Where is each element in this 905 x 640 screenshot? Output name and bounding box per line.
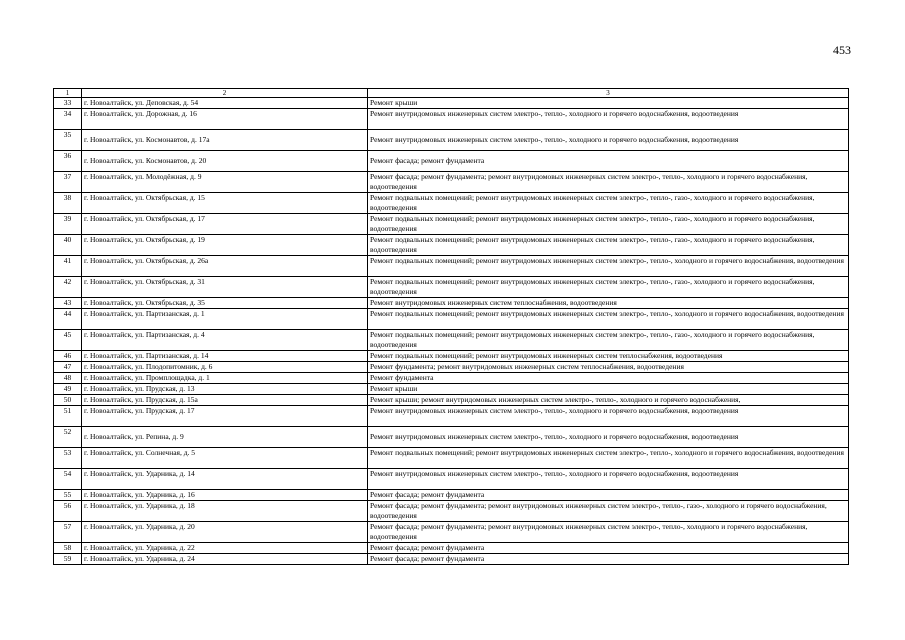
table-row	[54, 490, 849, 501]
row-number: 40	[54, 235, 82, 256]
row-works: Ремонт внутридомовых инженерных систем электро-, тепло-, холодного и горячего водоснабжения, водоотведения	[368, 427, 849, 448]
row-address: г. Новоалтайск, ул. Деповская, д. 54	[82, 98, 368, 109]
row-number: 44	[54, 309, 82, 330]
row-number: 41	[54, 256, 82, 277]
row-address: г. Новоалтайск, ул. Октябрьская, д. 35	[82, 298, 368, 309]
row-address: г. Новоалтайск, ул. Молодёжная, д. 9	[82, 172, 368, 193]
repair-registry-table	[53, 88, 849, 565]
table-row	[54, 309, 849, 330]
table-row	[54, 130, 849, 151]
row-address: г. Новоалтайск, ул. Ударника, д. 18	[82, 501, 368, 522]
header-col-2: 2	[82, 89, 368, 98]
row-works: Ремонт подвальных помещений; ремонт внутридомовых инженерных систем электро-, тепло-, газо-, холодного и горячего водоснабжения, водоотведения	[368, 214, 849, 235]
table-row	[54, 448, 849, 469]
header-col-1: 1	[54, 89, 82, 98]
row-address: г. Новоалтайск, ул. Октябрьская, д. 17	[82, 214, 368, 235]
row-works: Ремонт подвальных помещений; ремонт внутридомовых инженерных систем электро-, тепло-, холодного и горячего водоснабжения, водоотведения	[368, 256, 849, 277]
table-header-row	[54, 89, 849, 98]
row-number: 54	[54, 469, 82, 490]
row-works: Ремонт внутридомовых инженерных систем электро-, тепло-, холодного и горячего водоснабжения, водоотведения	[368, 406, 849, 427]
row-works: Ремонт подвальных помещений; ремонт внутридомовых инженерных систем теплоснабжения, водоотведения	[368, 351, 849, 362]
table-row	[54, 469, 849, 490]
row-address: г. Новоалтайск, ул. Солнечная, д. 5	[82, 448, 368, 469]
row-address: г. Новоалтайск, ул. Октябрьская, д. 26а	[82, 256, 368, 277]
row-works: Ремонт подвальных помещений; ремонт внутридомовых инженерных систем электро-, тепло-, газо-, холодного и горячего водоснабжения, водоотведения	[368, 330, 849, 351]
row-address: г. Новоалтайск, ул. Прудская, д. 17	[82, 406, 368, 427]
row-number: 34	[54, 109, 82, 130]
row-works: Ремонт подвальных помещений; ремонт внутридомовых инженерных систем электро-, тепло-, газо-, холодного и горячего водоснабжения, водоотведения	[368, 277, 849, 298]
table-row	[54, 256, 849, 277]
row-works: Ремонт внутридомовых инженерных систем теплоснабжения, водоотведения	[368, 298, 849, 309]
table-row	[54, 330, 849, 351]
row-number: 52	[54, 427, 82, 448]
table-row	[54, 406, 849, 427]
row-number: 55	[54, 490, 82, 501]
row-address: г. Новоалтайск, ул. Ударника, д. 16	[82, 490, 368, 501]
table-body	[54, 89, 849, 565]
row-number: 49	[54, 384, 82, 395]
table-row	[54, 384, 849, 395]
row-number: 48	[54, 373, 82, 384]
row-works: Ремонт фасада; ремонт фундамента	[368, 543, 849, 554]
header-col-3: 3	[368, 89, 849, 98]
row-address: г. Новоалтайск, ул. Космонавтов, д. 17а	[82, 130, 368, 151]
row-works: Ремонт фасада; ремонт фундамента; ремонт внутридомовых инженерных систем электро-, тепло-, холодного и горячего водоснабжения, водоотведения	[368, 172, 849, 193]
row-address: г. Новоалтайск, ул. Ударника, д. 22	[82, 543, 368, 554]
row-address: г. Новоалтайск, ул. Октябрьская, д. 31	[82, 277, 368, 298]
row-number: 50	[54, 395, 82, 406]
table-row	[54, 277, 849, 298]
table-row	[54, 193, 849, 214]
row-address: г. Новоалтайск, ул. Октябрьская, д. 15	[82, 193, 368, 214]
row-works: Ремонт крыши	[368, 98, 849, 109]
table-row	[54, 543, 849, 554]
table-row	[54, 351, 849, 362]
row-works: Ремонт внутридомовых инженерных систем электро-, тепло-, холодного и горячего водоснабжения, водоотведения	[368, 109, 849, 130]
row-works: Ремонт крыши; ремонт внутридомовых инженерных систем электро-, тепло-, холодного и горячего водоснабжения,	[368, 395, 849, 406]
row-works: Ремонт подвальных помещений; ремонт внутридомовых инженерных систем электро-, тепло-, газо-, холодного и горячего водоснабжения, водоотведения	[368, 235, 849, 256]
table-row	[54, 501, 849, 522]
row-address: г. Новоалтайск, ул. Космонавтов, д. 20	[82, 151, 368, 172]
row-number: 37	[54, 172, 82, 193]
row-works: Ремонт фундамента; ремонт внутридомовых инженерных систем теплоснабжения, водоотведения	[368, 362, 849, 373]
row-address: г. Новоалтайск, ул. Партизанская, д. 4	[82, 330, 368, 351]
table-row	[54, 427, 849, 448]
row-works: Ремонт фасада; ремонт фундамента	[368, 554, 849, 565]
row-number: 56	[54, 501, 82, 522]
row-number: 59	[54, 554, 82, 565]
table-row	[54, 235, 849, 256]
table-row	[54, 522, 849, 543]
row-works: Ремонт фасада; ремонт фундамента	[368, 151, 849, 172]
row-number: 51	[54, 406, 82, 427]
row-works: Ремонт внутридомовых инженерных систем электро-, тепло-, холодного и горячего водоснабжения, водоотведения	[368, 469, 849, 490]
row-address: г. Новоалтайск, ул. Партизанская, д. 14	[82, 351, 368, 362]
row-address: г. Новоалтайск, ул. Репина, д. 9	[82, 427, 368, 448]
table-row	[54, 151, 849, 172]
table-row	[54, 362, 849, 373]
row-address: г. Новоалтайск, ул. Ударника, д. 20	[82, 522, 368, 543]
table-row	[54, 214, 849, 235]
row-works: Ремонт фасада; ремонт фундамента	[368, 490, 849, 501]
row-address: г. Новоалтайск, ул. Прудская, д. 13	[82, 384, 368, 395]
row-works: Ремонт подвальных помещений; ремонт внутридомовых инженерных систем электро-, тепло-, холодного и горячего водоснабжения, водоотведения	[368, 448, 849, 469]
row-address: г. Новоалтайск, ул. Октябрьская, д. 19	[82, 235, 368, 256]
row-number: 58	[54, 543, 82, 554]
row-works: Ремонт внутридомовых инженерных систем электро-, тепло-, холодного и горячего водоснабжения, водоотведения	[368, 130, 849, 151]
row-number: 43	[54, 298, 82, 309]
row-address: г. Новоалтайск, ул. Промплощадка, д. 1	[82, 373, 368, 384]
row-number: 36	[54, 151, 82, 172]
row-works: Ремонт фасада; ремонт фундамента; ремонт внутридомовых инженерных систем электро-, тепло-, газо-, холодного и горячего водоснабжения, водоотведения	[368, 501, 849, 522]
row-address: г. Новоалтайск, ул. Плодопитомник, д. 6	[82, 362, 368, 373]
row-number: 38	[54, 193, 82, 214]
row-address: г. Новоалтайск, ул. Партизанская, д. 1	[82, 309, 368, 330]
row-number: 42	[54, 277, 82, 298]
table-row	[54, 98, 849, 109]
row-address: г. Новоалтайск, ул. Дорожная, д. 16	[82, 109, 368, 130]
row-number: 39	[54, 214, 82, 235]
row-works: Ремонт подвальных помещений; ремонт внутридомовых инженерных систем электро-, тепло-, газо-, холодного и горячего водоснабжения, водоотведения	[368, 193, 849, 214]
table-row	[54, 554, 849, 565]
table-row	[54, 109, 849, 130]
row-number: 53	[54, 448, 82, 469]
table-row	[54, 298, 849, 309]
row-address: г. Новоалтайск, ул. Ударника, д. 14	[82, 469, 368, 490]
table-row	[54, 373, 849, 384]
table-row	[54, 172, 849, 193]
row-number: 46	[54, 351, 82, 362]
row-number: 57	[54, 522, 82, 543]
table-row	[54, 395, 849, 406]
row-works: Ремонт подвальных помещений; ремонт внутридомовых инженерных систем электро-, тепло-, холодного и горячего водоснабжения, водоотведения	[368, 309, 849, 330]
row-address: г. Новоалтайск, ул. Прудская, д. 15а	[82, 395, 368, 406]
row-number: 33	[54, 98, 82, 109]
page-number: 453	[833, 43, 851, 57]
row-number: 45	[54, 330, 82, 351]
row-works: Ремонт крыши	[368, 384, 849, 395]
row-works: Ремонт фасада; ремонт фундамента; ремонт внутридомовых инженерных систем электро-, тепло-, холодного и горячего водоснабжения, водоотведения	[368, 522, 849, 543]
row-address: г. Новоалтайск, ул. Ударника, д. 24	[82, 554, 368, 565]
row-number: 35	[54, 130, 82, 151]
row-number: 47	[54, 362, 82, 373]
row-works: Ремонт фундамента	[368, 373, 849, 384]
